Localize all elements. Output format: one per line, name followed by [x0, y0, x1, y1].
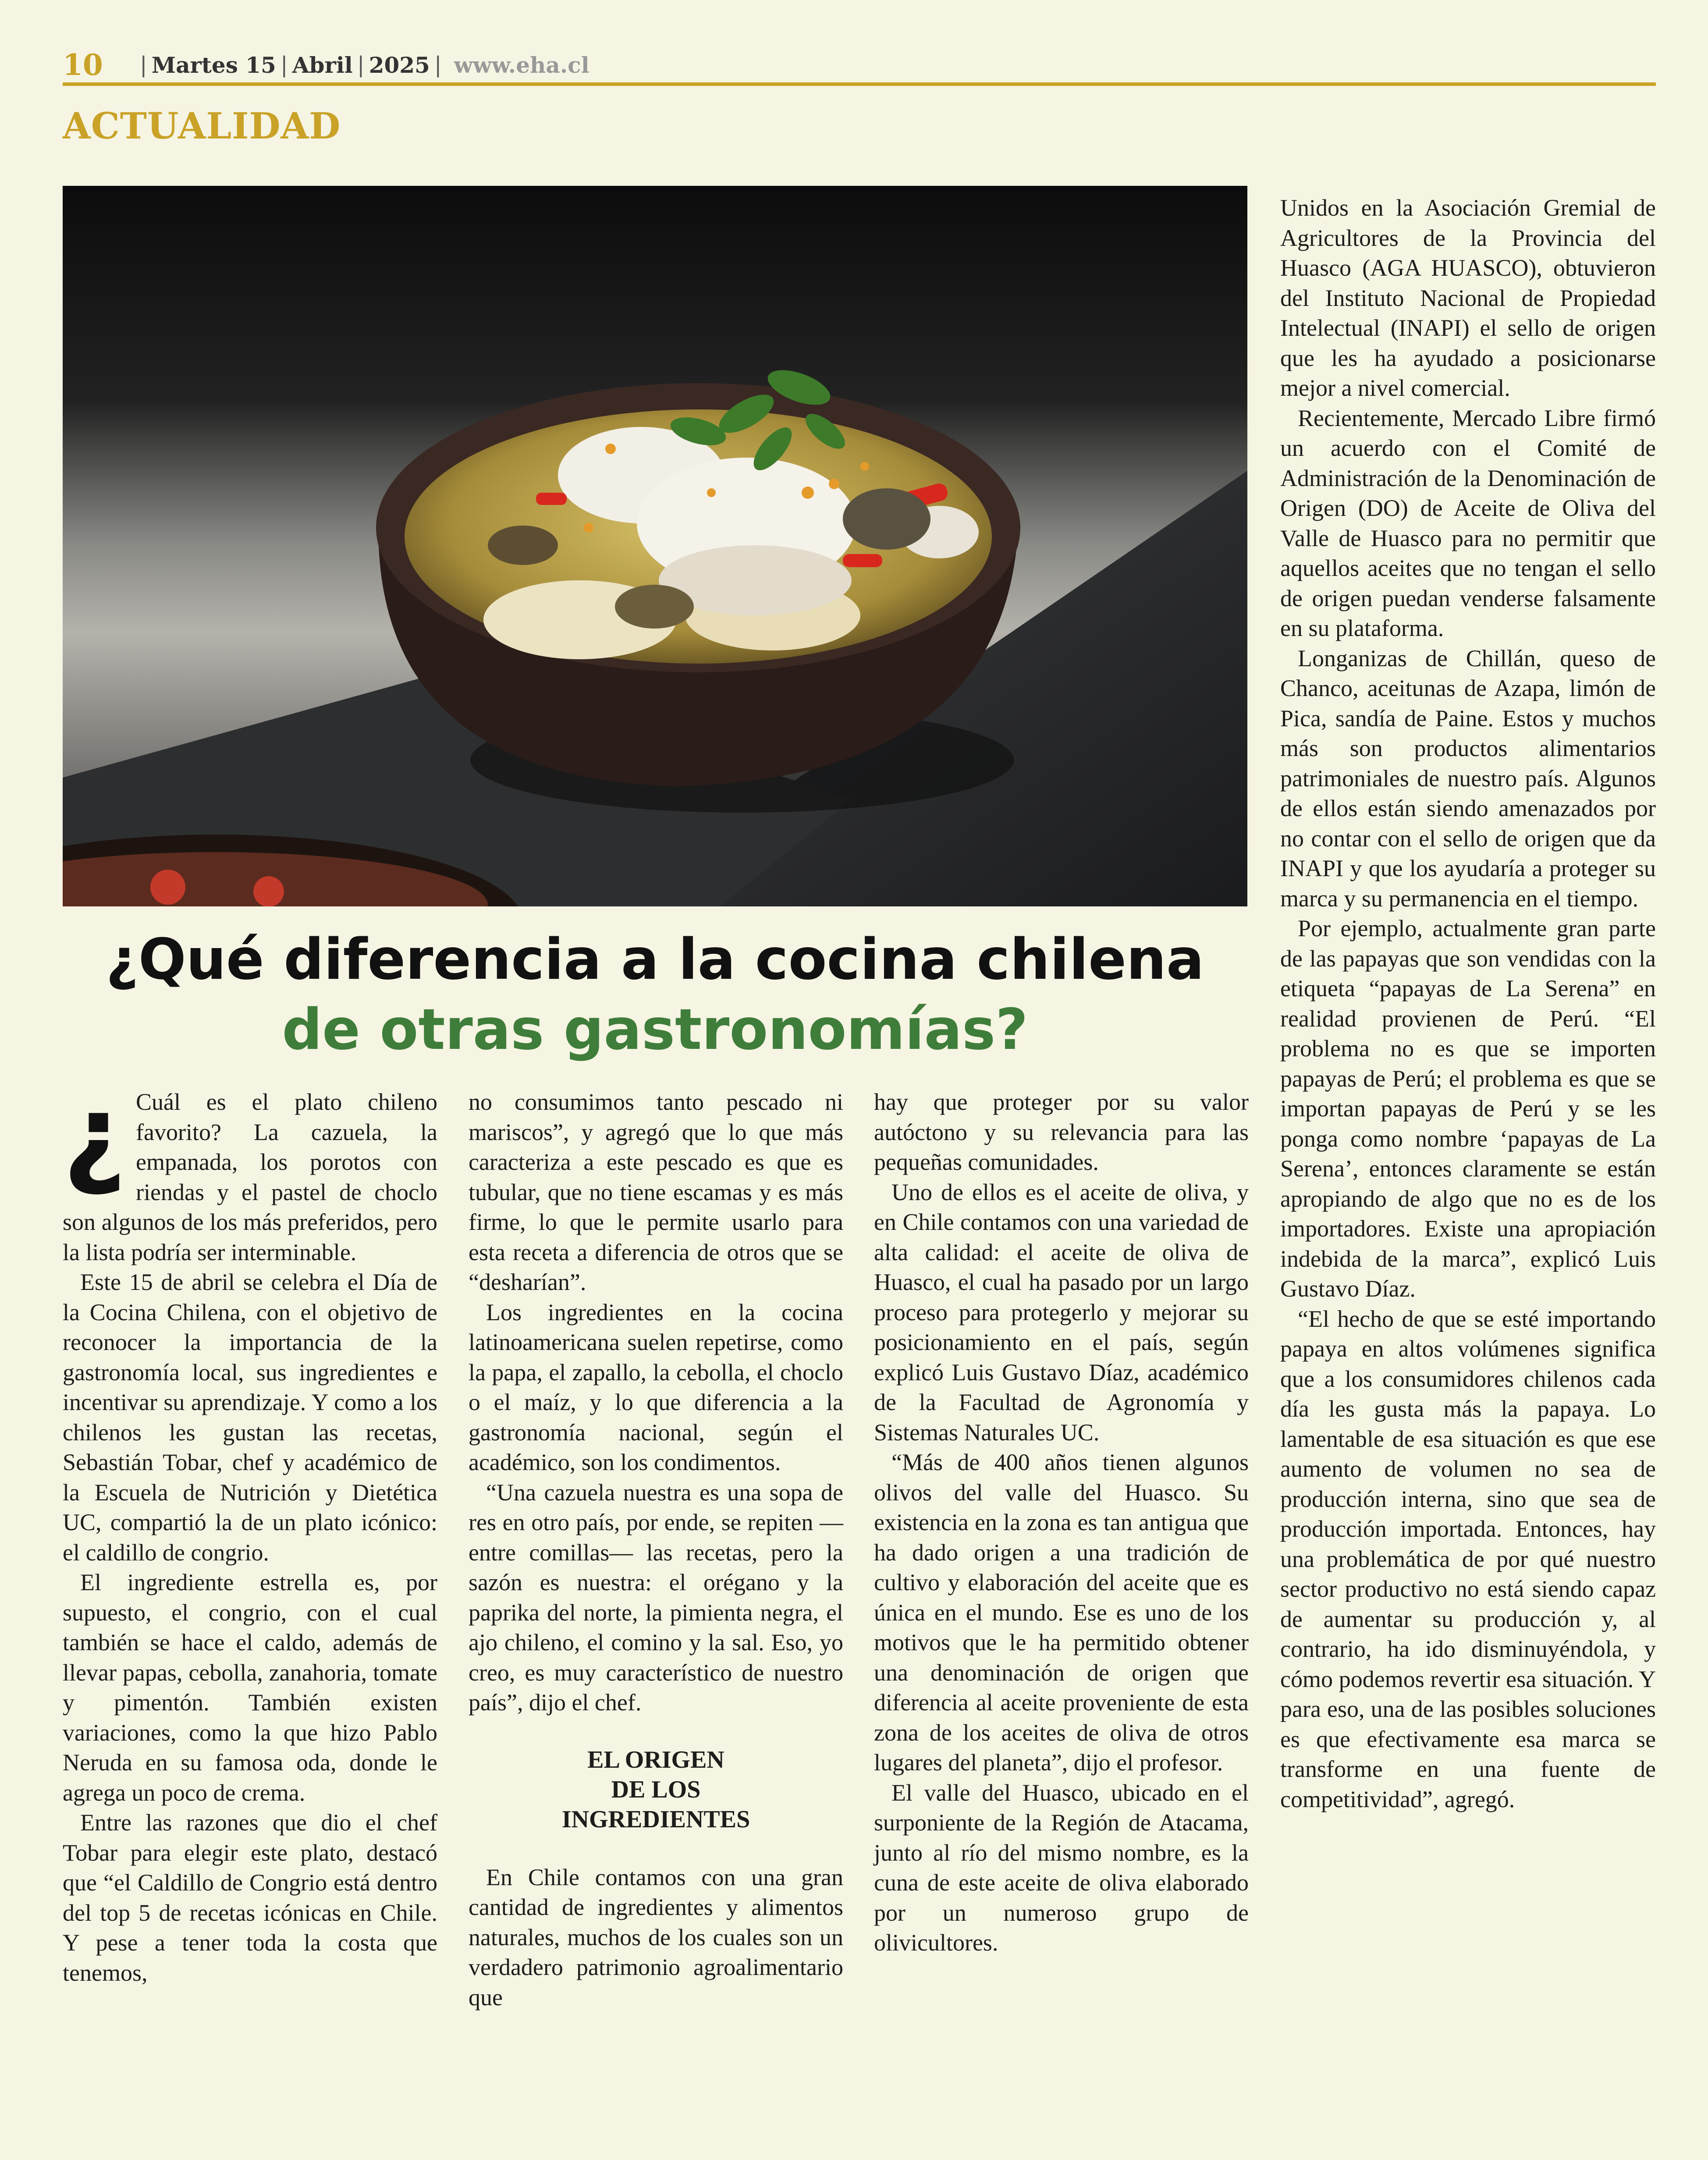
paragraph: Uno de ellos es el aceite de oliva, y en Chile contamos con una variedad de alta calidad: el aceite de oliva de Huasco, el cual ha pasado por un largo proceso para protegerlo y mejorar su posicionamiento en el país, según explicó Luis Gustavo Díaz, académico de la Facultad de Agronomía y Sistemas Naturales UC. — [874, 1179, 1249, 1446]
paragraph: Este 15 de abril se celebra el Día de la Cocina Chilena, con el objetivo de reconocer la importancia de la gastronomía local, sus ingredientes e incentivar su aprendizaje. Y como a los chilenos les gustan las recetas, Sebastián Tobar, chef y académico de la Escuela de Nutrición y Dietética UC, compartió la de un plato icónico: el caldillo de congrio. — [63, 1269, 437, 1566]
paragraph: “El hecho de que se esté importando papaya en altos volúmenes significa que a los consumidores chilenos cada día les gusta más la papaya. Lo lamentable de esa situación es que ese aumento de volumen no sea de producción interna, sino que sea de producción importada. Entonces, hay una problemática de por qué nuestro sector productivo no está siendo capaz de aumentar su producción y, al contrario, ha ido disminuyéndola, y cómo podemos revertir esa situación. Y para eso, una de las posibles soluciones es que efectivamente esa marca se transforme en una fuente de competitividad”, agregó. — [1280, 1305, 1656, 1812]
paragraph: Entre las razones que dio el chef Tobar para elegir este plato, destacó que “el Caldillo de Congrio está dentro del top 5 de recetas icónicas en Chile. Y pese a tener toda la costa que tenemos, — [63, 1809, 437, 1986]
subhead-line: EL ORIGEN — [587, 1746, 724, 1773]
subhead-line: INGREDIENTES — [561, 1805, 750, 1833]
header-rule — [63, 82, 1656, 86]
article-column-3 — [874, 1087, 1249, 1958]
page-header: 10 | Martes 15 | Abril | 2025 | www.eha.cl — [63, 48, 589, 82]
article-headline — [63, 925, 1247, 1065]
paragraph: no consumimos tanto pescado ni mariscos”, y agregó que lo que más caracteriza a este pescado es que es tubular, que no tiene escamas y es más firme, lo que le permite usarlo para esta receta a diferencia de otros que se “desharían”. — [469, 1089, 843, 1295]
paragraph: El ingrediente estrella es, por supuesto, el congrio, con el cual también se hace el caldo, además de llevar papas, cebolla, zanahoria, tomate y pimentón. También existen variaciones, como la que hizo Pablo Neruda en su famosa oda, donde le agrega un poco de crema. — [63, 1569, 437, 1806]
soup-bowl-photo — [63, 186, 1247, 906]
article-column-1 — [63, 1071, 437, 1988]
photo-illustration — [63, 186, 1247, 906]
article-column-2 — [469, 1087, 843, 2012]
paragraph: Recientemente, Mercado Libre firmó un acuerdo con el Comité de Administración de la Denominación de Origen (DO) de Aceite de Oliva del Valle de Huasco para no permitir que aquellos aceites que no tengan el sello de origen puedan venderse falsamente en su plataforma. — [1280, 405, 1656, 641]
date-month: Abril — [292, 52, 353, 78]
date-year: 2025 — [369, 52, 430, 78]
section-label: ACTUALIDAD — [63, 105, 341, 147]
paragraph: hay que proteger por su valor autóctono y su relevancia para las pequeñas comunidades. — [874, 1089, 1249, 1175]
paragraph: “Más de 400 años tienen algunos olivos del valle del Huasco. Su existencia en la zona es tan antigua que ha dado origen a una tradición de cultivo y elaboración del aceite que es única en el mundo. Ese es uno de los motivos que le ha permitido obtener una denominación de origen que diferencia al aceite proveniente de esta zona de los aceites de oliva de otros lugares del planeta”, dijo el profesor. — [874, 1449, 1249, 1776]
drop-cap: ¿ — [63, 1071, 127, 1199]
paragraph: En Chile contamos con una gran cantidad de ingredientes y alimentos naturales, muchos de los cuales son un verdadero patrimonio agroalimentario que — [469, 1864, 843, 2011]
paragraph: Los ingredientes en la cocina latinoamericana suelen repetirse, como la papa, el zapallo, la cebolla, el choclo o el maíz, y lo que diferencia a la gastronomía nacional, según el académico, son los condimentos. — [469, 1299, 843, 1475]
paragraph: Cuál es el plato chileno favorito? La cazuela, la empanada, los porotos con riendas y el pastel de choclo son algunos de los más preferidos, pero la lista podría ser interminable. — [63, 1089, 437, 1265]
paragraph: Longanizas de Chillán, queso de Chanco, aceitunas de Azapa, limón de Pica, sandía de Paine. Estos y muchos más son productos alimentarios patrimoniales de nuestro país. Algunos de ellos están siendo amenazados por no contar con el sello de origen que da INAPI y que los ayudaría a proteger su marca y su permanencia en el tiempo. — [1280, 645, 1656, 912]
site-url[interactable]: www.eha.cl — [454, 52, 589, 78]
subhead-line: DE LOS — [611, 1776, 701, 1803]
date-day: Martes 15 — [151, 52, 276, 78]
paragraph: Unidos en la Asociación Gremial de Agricultores de la Provincia del Huasco (AGA HUASCO), obtuvieron del Instituto Nacional de Propiedad Intelectual (INAPI) el sello de origen que les ha ayudado a posicionarse mejor a nivel comercial. — [1280, 195, 1656, 401]
page-number: 10 — [63, 48, 103, 82]
paragraph: El valle del Huasco, ubicado en el surponiente de la Región de Atacama, junto al río del mismo nombre, es la cuna de este aceite de oliva elaborado por un numeroso grupo de olivicultores. — [874, 1779, 1249, 1956]
paragraph: Por ejemplo, actualmente gran parte de las papayas que son vendidas con la etiqueta “papayas de La Serena” en realidad provienen de Perú. “El problema no es que se importen papayas de Perú; el problema es que se importan papayas de Perú y se les ponga como nombre ‘papayas de La Serena’, entonces claramente se están apropiando de algo que no es de los importadores. Existe una apropiación indebida de la marca”, explicó Luis Gustavo Díaz. — [1280, 915, 1656, 1302]
article-column-4 — [1280, 193, 1656, 1814]
headline-line-2: de otras gastronomías? — [282, 997, 1028, 1062]
paragraph: “Una cazuela nuestra es una sopa de res en otro país, por ende, se repiten —entre comillas— las recetas, pero la sazón es nuestra: el orégano y la paprika del norte, la pimienta negra, el ajo chileno, el comino y la sal. Eso, yo creo, es muy característico de nuestro país”, dijo el chef. — [469, 1479, 843, 1716]
section-subheading — [469, 1745, 843, 1834]
headline-line-1: ¿Qué diferencia a la cocina chilena — [106, 927, 1204, 992]
